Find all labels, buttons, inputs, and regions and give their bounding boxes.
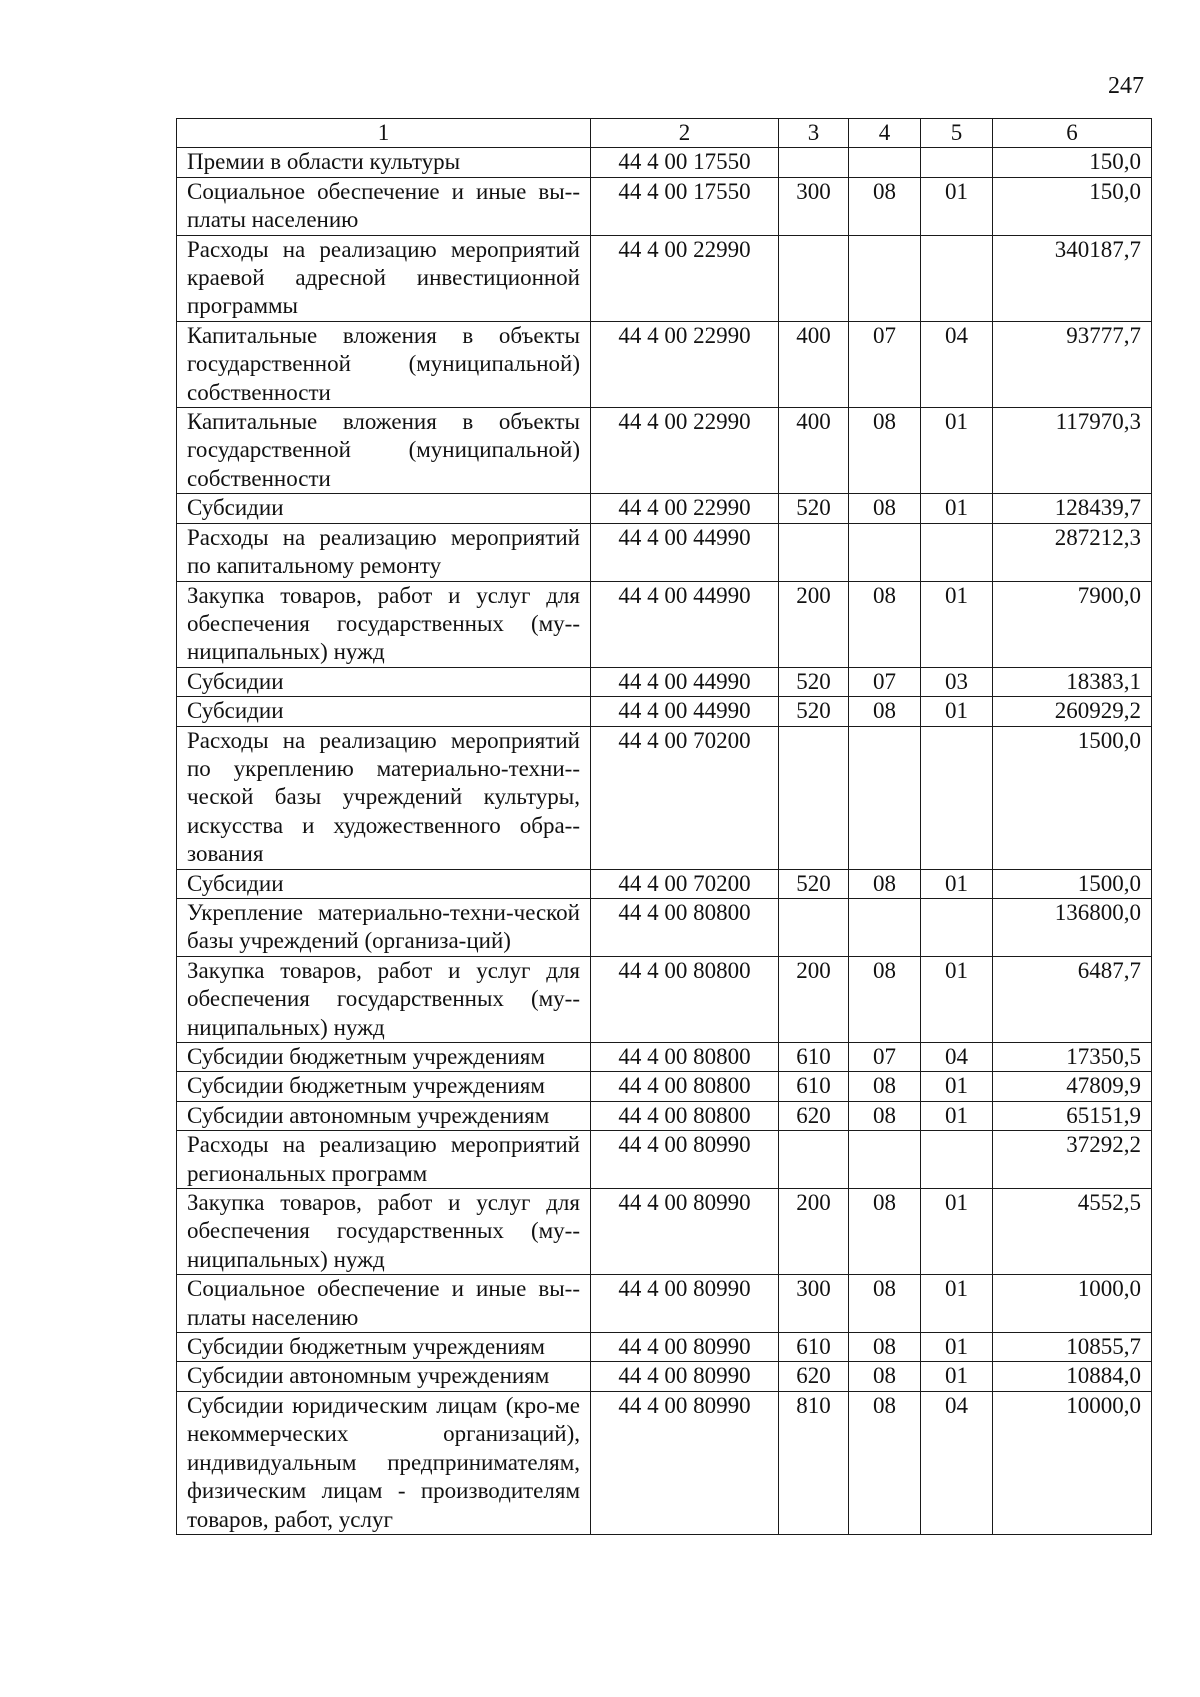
- cell-col5: [921, 235, 993, 321]
- cell-amount: 47809,9: [993, 1072, 1152, 1101]
- table-header: [177, 119, 1152, 148]
- cell-amount: 287212,3: [993, 523, 1152, 581]
- cell-name: Субсидии: [177, 667, 591, 696]
- cell-code: 44 4 00 80800: [591, 956, 779, 1042]
- cell-col5: 01: [921, 1101, 993, 1130]
- cell-col5: 01: [921, 1072, 993, 1101]
- cell-col4: 07: [849, 1043, 921, 1072]
- cell-col4: 08: [849, 177, 921, 235]
- cell-amount: 17350,5: [993, 1043, 1152, 1072]
- cell-col5: 01: [921, 177, 993, 235]
- table-row: [177, 869, 1152, 898]
- cell-name: Расходы на реализацию мероприятий региональных программ: [177, 1131, 591, 1189]
- cell-amount: 150,0: [993, 148, 1152, 177]
- cell-col5: 01: [921, 1333, 993, 1362]
- cell-col4: 08: [849, 1391, 921, 1534]
- cell-name: Закупка товаров, работ и услуг для обеспечения государственных (му-ниципальных) нужд: [177, 956, 591, 1042]
- page-number: 247: [1108, 73, 1144, 99]
- cell-amount: 117970,3: [993, 408, 1152, 494]
- header-row: [177, 119, 1152, 148]
- table-row: [177, 177, 1152, 235]
- cell-col4: [849, 235, 921, 321]
- cell-col3: 400: [779, 321, 849, 407]
- cell-name: Социальное обеспечение и иные вы-платы населению: [177, 177, 591, 235]
- cell-name: Субсидии бюджетным учреждениям: [177, 1043, 591, 1072]
- cell-code: 44 4 00 44990: [591, 667, 779, 696]
- table-row: [177, 321, 1152, 407]
- cell-col3: 610: [779, 1333, 849, 1362]
- header-cell-2: 2: [591, 119, 779, 148]
- cell-code: 44 4 00 80800: [591, 1043, 779, 1072]
- cell-code: 44 4 00 80990: [591, 1275, 779, 1333]
- cell-amount: 1500,0: [993, 726, 1152, 869]
- cell-name: Расходы на реализацию мероприятий краевой адресной инвестиционной программы: [177, 235, 591, 321]
- cell-name: Субсидии: [177, 869, 591, 898]
- cell-col5: 01: [921, 1189, 993, 1275]
- cell-col4: 08: [849, 869, 921, 898]
- table-row: [177, 148, 1152, 177]
- cell-col3: 200: [779, 581, 849, 667]
- table-row: [177, 408, 1152, 494]
- cell-col4: 08: [849, 1275, 921, 1333]
- cell-col5: 04: [921, 321, 993, 407]
- cell-col5: 01: [921, 697, 993, 726]
- cell-col3: 520: [779, 667, 849, 696]
- cell-col4: 08: [849, 956, 921, 1042]
- cell-col5: 04: [921, 1391, 993, 1534]
- cell-amount: 136800,0: [993, 898, 1152, 956]
- cell-col5: 01: [921, 869, 993, 898]
- cell-col3: 610: [779, 1043, 849, 1072]
- cell-col3: 300: [779, 177, 849, 235]
- cell-name: Субсидии автономным учреждениям: [177, 1362, 591, 1391]
- cell-col5: [921, 523, 993, 581]
- header-cell-6: 6: [993, 119, 1152, 148]
- cell-col3: 400: [779, 408, 849, 494]
- cell-code: 44 4 00 80990: [591, 1189, 779, 1275]
- cell-name: Субсидии: [177, 697, 591, 726]
- table-row: [177, 956, 1152, 1042]
- cell-name: Расходы на реализацию мероприятий по капитальному ремонту: [177, 523, 591, 581]
- cell-col3: 520: [779, 697, 849, 726]
- cell-col4: 07: [849, 667, 921, 696]
- table-body: [177, 148, 1152, 1535]
- cell-amount: 1000,0: [993, 1275, 1152, 1333]
- cell-col4: [849, 898, 921, 956]
- budget-table: [176, 118, 1152, 1535]
- cell-col5: [921, 148, 993, 177]
- cell-amount: 260929,2: [993, 697, 1152, 726]
- table-row: [177, 1189, 1152, 1275]
- cell-col5: 01: [921, 494, 993, 523]
- table-row: [177, 667, 1152, 696]
- table-row: [177, 1043, 1152, 1072]
- cell-col3: [779, 148, 849, 177]
- cell-name: Социальное обеспечение и иные вы-платы населению: [177, 1275, 591, 1333]
- cell-col5: [921, 1131, 993, 1189]
- table-row: [177, 697, 1152, 726]
- cell-col3: 300: [779, 1275, 849, 1333]
- cell-col4: 08: [849, 581, 921, 667]
- header-cell-4: 4: [849, 119, 921, 148]
- cell-col4: 08: [849, 697, 921, 726]
- cell-col5: 01: [921, 1362, 993, 1391]
- cell-name: Укрепление материально-техни-ческой базы учреждений (организа-ций): [177, 898, 591, 956]
- cell-amount: 10000,0: [993, 1391, 1152, 1534]
- cell-col4: 08: [849, 1189, 921, 1275]
- cell-col3: 520: [779, 869, 849, 898]
- cell-amount: 6487,7: [993, 956, 1152, 1042]
- cell-col4: [849, 523, 921, 581]
- cell-name: Субсидии: [177, 494, 591, 523]
- header-cell-5: 5: [921, 119, 993, 148]
- cell-code: 44 4 00 80800: [591, 1101, 779, 1130]
- cell-col4: [849, 1131, 921, 1189]
- cell-col5: 03: [921, 667, 993, 696]
- cell-col4: 08: [849, 494, 921, 523]
- cell-col4: 08: [849, 1362, 921, 1391]
- cell-name: Субсидии бюджетным учреждениям: [177, 1333, 591, 1362]
- cell-code: 44 4 00 44990: [591, 523, 779, 581]
- cell-name: Субсидии бюджетным учреждениям: [177, 1072, 591, 1101]
- cell-amount: 10884,0: [993, 1362, 1152, 1391]
- cell-amount: 4552,5: [993, 1189, 1152, 1275]
- cell-amount: 18383,1: [993, 667, 1152, 696]
- cell-col3: 810: [779, 1391, 849, 1534]
- cell-code: 44 4 00 80990: [591, 1362, 779, 1391]
- cell-col5: [921, 898, 993, 956]
- cell-col4: 08: [849, 1101, 921, 1130]
- cell-code: 44 4 00 17550: [591, 148, 779, 177]
- table-row: [177, 1275, 1152, 1333]
- cell-col3: [779, 523, 849, 581]
- cell-col5: 01: [921, 408, 993, 494]
- cell-code: 44 4 00 22990: [591, 235, 779, 321]
- cell-code: 44 4 00 44990: [591, 697, 779, 726]
- cell-code: 44 4 00 22990: [591, 494, 779, 523]
- cell-col3: [779, 235, 849, 321]
- cell-col4: 08: [849, 1333, 921, 1362]
- cell-name: Капитальные вложения в объекты государственной (муниципальной) собственности: [177, 321, 591, 407]
- cell-col3: 200: [779, 1189, 849, 1275]
- cell-code: 44 4 00 80990: [591, 1391, 779, 1534]
- cell-col3: 610: [779, 1072, 849, 1101]
- cell-amount: 340187,7: [993, 235, 1152, 321]
- cell-name: Премии в области культуры: [177, 148, 591, 177]
- cell-name: Закупка товаров, работ и услуг для обеспечения государственных (му-ниципальных) нужд: [177, 1189, 591, 1275]
- cell-amount: 10855,7: [993, 1333, 1152, 1362]
- table-row: [177, 898, 1152, 956]
- table-row: [177, 581, 1152, 667]
- cell-code: 44 4 00 80800: [591, 1072, 779, 1101]
- table-row: [177, 1391, 1152, 1534]
- cell-code: 44 4 00 80800: [591, 898, 779, 956]
- table-row: [177, 494, 1152, 523]
- table-row: [177, 523, 1152, 581]
- cell-col4: 07: [849, 321, 921, 407]
- cell-amount: 65151,9: [993, 1101, 1152, 1130]
- cell-col4: [849, 148, 921, 177]
- cell-name: Субсидии автономным учреждениям: [177, 1101, 591, 1130]
- cell-col5: [921, 726, 993, 869]
- header-cell-3: 3: [779, 119, 849, 148]
- cell-col4: 08: [849, 1072, 921, 1101]
- cell-code: 44 4 00 22990: [591, 321, 779, 407]
- cell-code: 44 4 00 70200: [591, 726, 779, 869]
- cell-amount: 128439,7: [993, 494, 1152, 523]
- cell-code: 44 4 00 70200: [591, 869, 779, 898]
- cell-col5: 01: [921, 1275, 993, 1333]
- table-row: [177, 726, 1152, 869]
- table-row: [177, 235, 1152, 321]
- cell-amount: 150,0: [993, 177, 1152, 235]
- cell-col5: 01: [921, 956, 993, 1042]
- cell-amount: 1500,0: [993, 869, 1152, 898]
- cell-col3: 520: [779, 494, 849, 523]
- cell-code: 44 4 00 44990: [591, 581, 779, 667]
- table-row: [177, 1072, 1152, 1101]
- header-cell-1: 1: [177, 119, 591, 148]
- table-row: [177, 1333, 1152, 1362]
- cell-name: Субсидии юридическим лицам (кро-ме некоммерческих организаций), индивидуальным предпринимателям, физическим лицам - производителям товаров, работ, услуг: [177, 1391, 591, 1534]
- cell-col3: 620: [779, 1101, 849, 1130]
- cell-name: Закупка товаров, работ и услуг для обеспечения государственных (му-ниципальных) нужд: [177, 581, 591, 667]
- cell-col3: 620: [779, 1362, 849, 1391]
- cell-col4: [849, 726, 921, 869]
- cell-amount: 7900,0: [993, 581, 1152, 667]
- cell-name: Капитальные вложения в объекты государственной (муниципальной) собственности: [177, 408, 591, 494]
- cell-code: 44 4 00 80990: [591, 1131, 779, 1189]
- cell-code: 44 4 00 80990: [591, 1333, 779, 1362]
- cell-col5: 04: [921, 1043, 993, 1072]
- cell-col3: [779, 726, 849, 869]
- cell-name: Расходы на реализацию мероприятий по укреплению материально-техни-ческой базы учреждений культуры, искусства и художественного обра-зования: [177, 726, 591, 869]
- cell-amount: 37292,2: [993, 1131, 1152, 1189]
- cell-col3: 200: [779, 956, 849, 1042]
- table-row: [177, 1101, 1152, 1130]
- cell-col5: 01: [921, 581, 993, 667]
- cell-code: 44 4 00 17550: [591, 177, 779, 235]
- cell-amount: 93777,7: [993, 321, 1152, 407]
- cell-col4: 08: [849, 408, 921, 494]
- table-row: [177, 1362, 1152, 1391]
- cell-col3: [779, 1131, 849, 1189]
- table-row: [177, 1131, 1152, 1189]
- cell-col3: [779, 898, 849, 956]
- cell-code: 44 4 00 22990: [591, 408, 779, 494]
